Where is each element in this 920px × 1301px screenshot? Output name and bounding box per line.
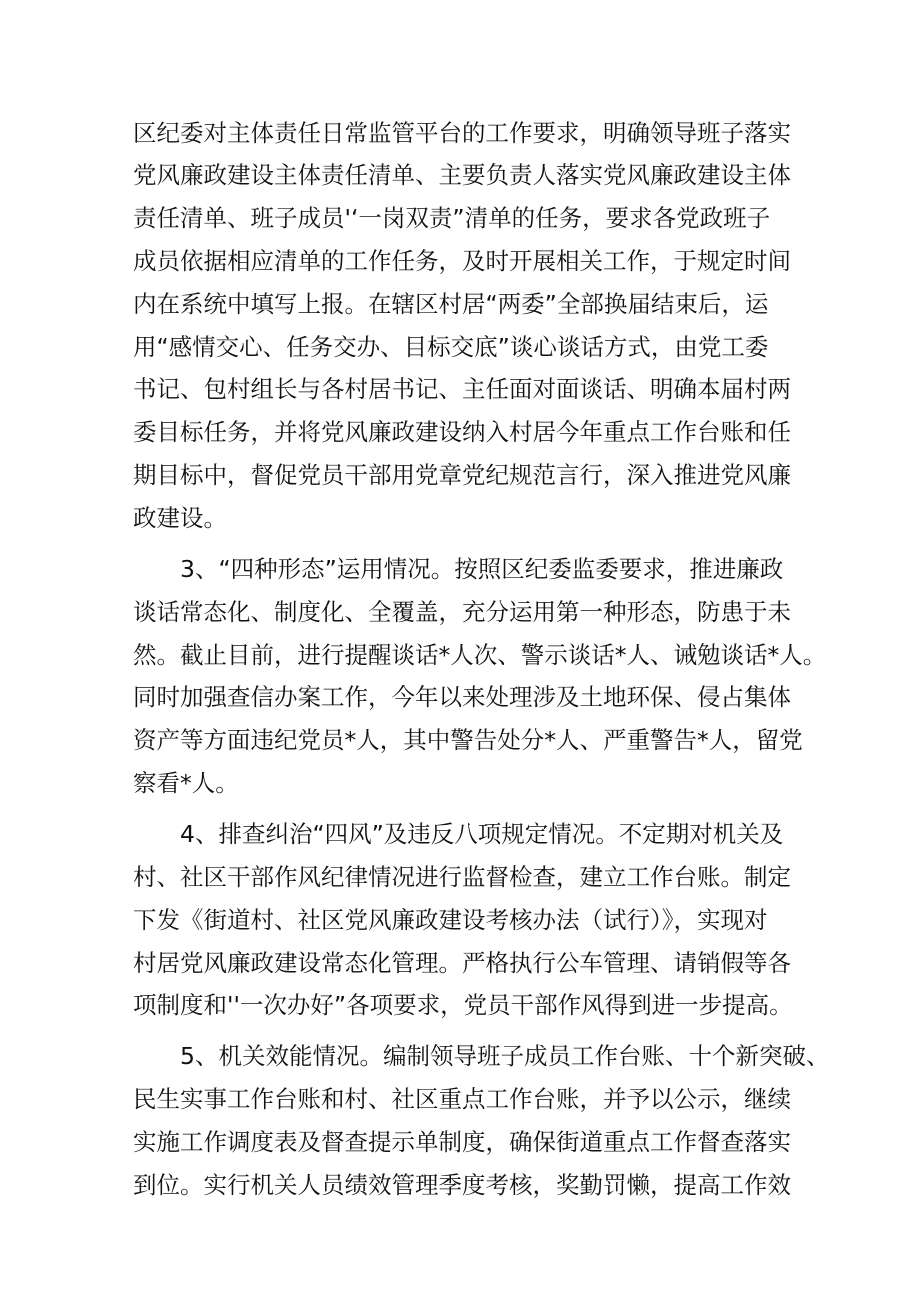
body-text-line: 期目标中，督促党员干部用党章党纪规范言行，深入推进党风廉 (133, 461, 791, 489)
body-text-line: 同时加强查信办案工作，今年以来处理涉及土地环保、侵占集体 (133, 683, 791, 711)
body-text-line: 到位。实行机关人员绩效管理季度考核，奖勤罚懒，提高工作效 (133, 1171, 791, 1199)
body-text-line: 察看*人。 (133, 769, 239, 797)
body-text-line: 村居党风廉政建设常态化管理。严格执行公车管理、请销假等各 (133, 949, 791, 977)
body-text-line: 实施工作调度表及督查提示单制度，确保街道重点工作督查落实 (133, 1128, 791, 1156)
body-text-line: 项制度和''一次办好”各项要求，党员干部作风得到进一步提高。 (133, 991, 793, 1019)
body-text-line: 谈话常态化、制度化、全覆盖，充分运用第一种形态，防患于未 (133, 598, 791, 626)
body-text-line: 民生实事工作台账和村、社区重点工作台账，并予以公示，继续 (133, 1085, 791, 1113)
body-text-line: 成员依据相应清单的工作任务，及时开展相关工作，于规定时间 (133, 247, 791, 275)
body-text-line: 书记、包村组长与各村居书记、主任面对面谈话、明确本届村两 (133, 375, 791, 403)
body-text-line: 村、社区干部作风纪律情况进行监督检查，建立工作台账。制定 (133, 863, 791, 891)
body-text-line: 委目标任务，并将党风廉政建设纳入村居今年重点工作台账和任 (133, 418, 791, 446)
body-text-line: 下发《街道村、社区党风廉政建设考核办法（试行）》，实现对 (133, 906, 768, 934)
body-text-line: 责任清单、班子成员'‘一岗双责”清单的任务，要求各党政班子 (133, 204, 771, 232)
body-text-line: 政建设。 (133, 504, 227, 532)
body-text-line: 区纪委对主体责任日常监管平台的工作要求，明确领导班子落实 (133, 119, 791, 147)
paragraph-3-heading-line: 3、“四种形态”运用情况。按照区纪委监委要求，推进廉政 (180, 555, 784, 583)
body-text-line: 资产等方面违纪党员*人，其中警告处分*人、严重警告*人，留党 (133, 726, 803, 754)
body-text-line: 用“感情交心、任务交办、目标交底”谈心谈话方式，由党工委 (133, 333, 769, 361)
body-text-line: 然。截止目前，进行提醒谈话*人次、警示谈话*人、诫勉谈话*人。 (133, 641, 827, 669)
paragraph-5-heading-line: 5、机关效能情况。编制领导班子成员工作台账、十个新突破、 (180, 1042, 830, 1070)
body-text-line: 内在系统中填写上报。在辖区村居“两委”全部换届结束后，运 (133, 290, 769, 318)
paragraph-4-heading-line: 4、排查纠治“四风”及违反八项规定情况。不定期对机关及 (180, 820, 784, 848)
body-text-line: 党风廉政建设主体责任清单、主要负责人落实党风廉政建设主体 (133, 161, 791, 189)
